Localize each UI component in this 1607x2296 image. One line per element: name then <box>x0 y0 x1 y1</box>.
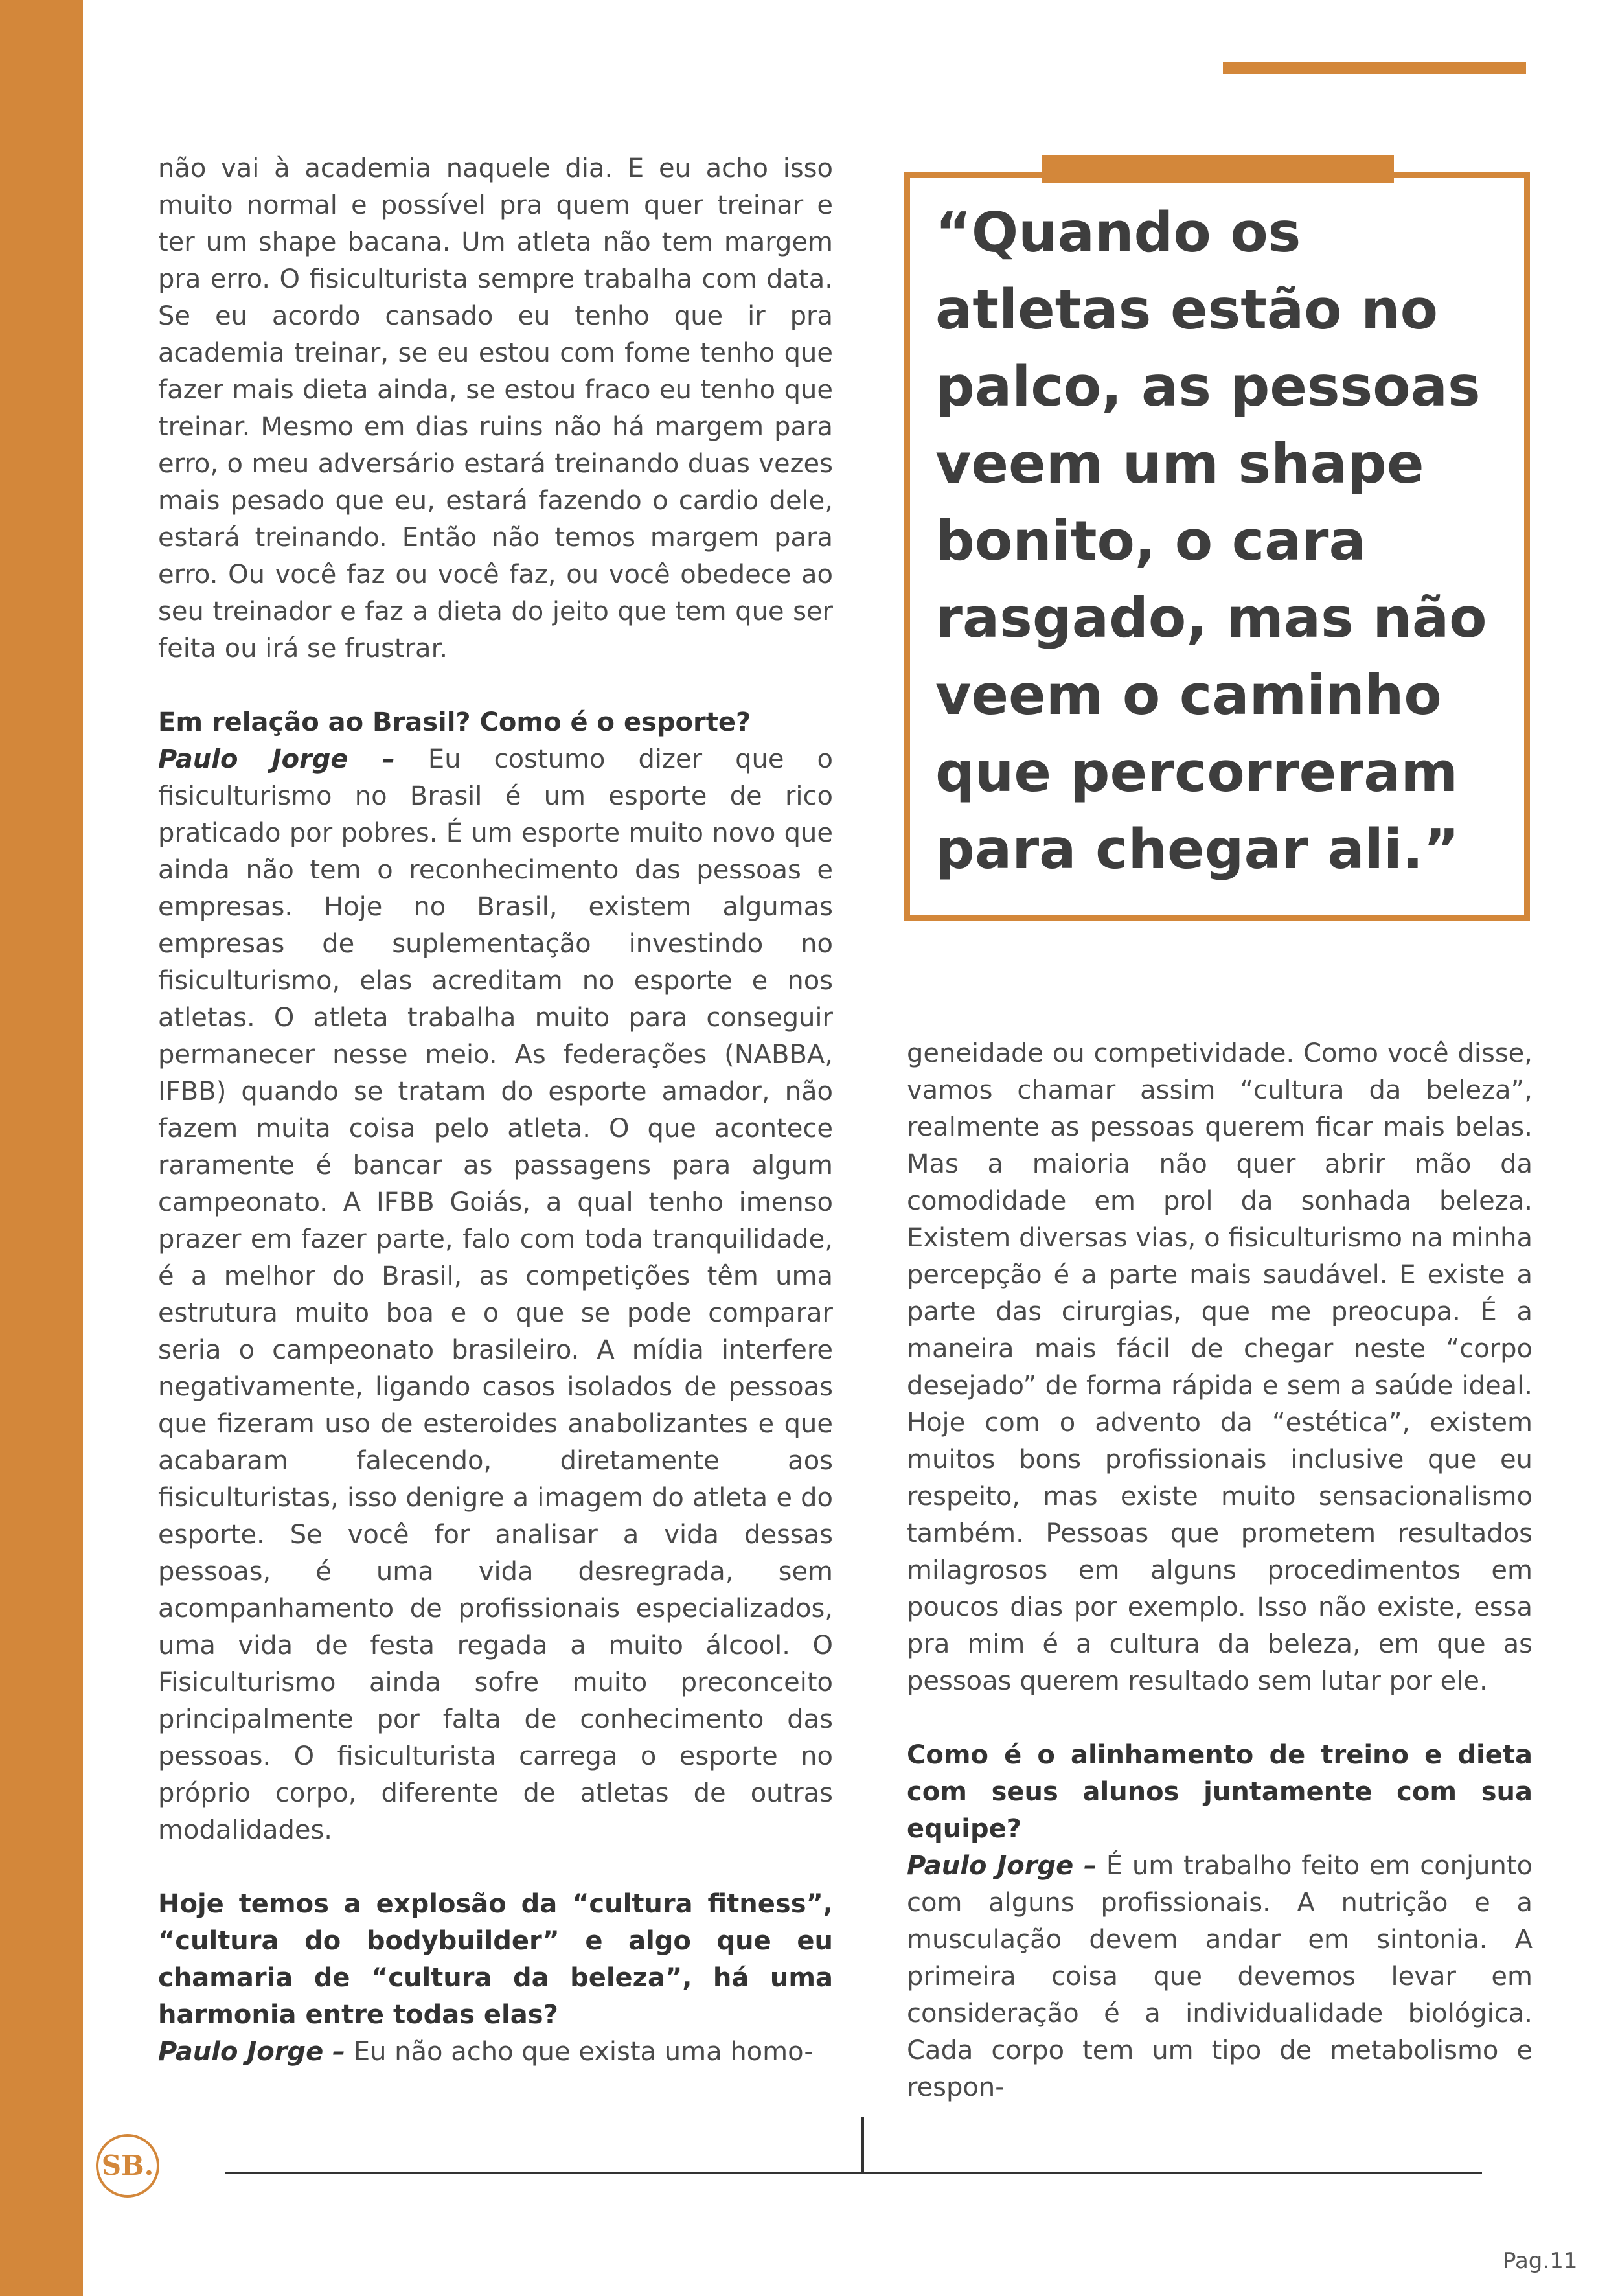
left-column <box>158 150 833 2107</box>
qa-block <box>158 1886 833 2071</box>
pull-quote-tab <box>1042 155 1394 183</box>
top-accent-rule <box>1223 62 1526 74</box>
sb-logo <box>96 2134 159 2198</box>
speaker-name: Paulo Jorge – <box>158 744 395 774</box>
speaker-name: Paulo Jorge – <box>158 2037 346 2067</box>
logo-text: SB. <box>101 2150 154 2181</box>
question: Como é o alinhamento de treino e dieta com seus alunos juntamente com sua equipe? <box>907 1740 1533 1844</box>
qa-block <box>907 1737 1533 2106</box>
footer-rule <box>225 2172 1482 2174</box>
question: Em relação ao Brasil? Como é o esporte? <box>158 707 751 737</box>
speaker-name: Paulo Jorge – <box>907 1851 1097 1881</box>
right-column <box>907 1035 1533 2143</box>
side-accent-bar <box>0 0 83 2296</box>
answer: É um trabalho feito em conjunto com alguns profissionais. A nutrição e a musculação devem andar em sintonia. A primeira coisa que devemos levar em consideração é a individualidade biológica. Cada corpo tem um tipo de metabolismo e respon- <box>907 1851 1533 2102</box>
paragraph: não vai à academia naquele dia. E eu acho isso muito normal e possível pra quem quer treinar e ter um shape bacana. Um atleta não tem margem pra erro. O fisiculturista sempre trabalha com data. Se eu acordo cansado eu tenho que ir pra academia treinar, se eu estou com fome tenho que fazer mais dieta ainda, se estou fraco eu tenho que treinar. Mesmo em dias ruins não há margem para erro, o meu adversário estará treinando duas vezes mais pesado que eu, estará fazendo o cardio dele, estará treinando. Então não temos margem para erro. Ou você faz ou você faz, ou você obedece ao seu treinador e faz a dieta do jeito que tem que ser feita ou irá se frustrar. <box>158 154 833 663</box>
question: Hoje temos a explosão da “cultura fitness”, “cultura do bodybuilder” e algo que eu chamaria de “cultura da beleza”, há uma harmonia entre todas elas? <box>158 1889 833 2030</box>
paragraph: geneidade ou competividade. Como você disse, vamos chamar assim “cultura da beleza”, realmente as pessoas querem ficar mais belas. Mas a maioria não quer abrir mão da comodidade em prol da sonhada beleza. Existem diversas vias, o fisiculturismo na minha percepção é a parte mais saudável. E existe a parte das cirurgias, que me preocupa. É a maneira mais fácil de chegar neste “corpo desejado” de forma rápida e sem a saúde ideal. Hoje com o advento da “estética”, existem muitos bons profissionais inclusive que eu respeito, mas existe muito sensacionalismo também. Pessoas que prometem resultados milagrosos em alguns procedimentos em poucos dias por exemplo. Isso não existe, essa pra mim é a cultura da beleza, em que as pessoas querem resultado sem lutar por ele. <box>907 1039 1533 1696</box>
answer: Eu costumo dizer que o fisiculturismo no Brasil é um esporte de rico praticado por pobres. É um esporte muito novo que ainda não tem o reconhecimento das pessoas e empresas. Hoje no Brasil, existem algumas empresas de suplementação investindo no fisiculturismo, elas acreditam no esporte e nos atletas. O atleta trabalha muito para conseguir permanecer nesse meio. As federações (NABBA, IFBB) quando se tratam do esporte amador, não fazem muita coisa pelo atleta. O que acontece raramente é bancar as passagens para algum campeonato. A IFBB Goiás, a qual tenho imenso prazer em fazer parte, falo com toda tranquilidade, é a melhor do Brasil, as competições têm uma estrutura muito boa e o que se pode comparar seria o campeonato brasileiro. A mídia interfere negativamente, ligando casos isolados de pessoas que fizeram uso de esteroides anabolizantes e que acabaram falecendo, diretamente aos fisiculturistas, isso denigre a imagem do atleta e do esporte. Se você for analisar a vida dessas pessoas, é uma vida desregrada, sem acompanhamento de profissionais especializados, uma vida de festa regada a muito álcool. O Fisiculturismo ainda sofre muito preconceito principalmente por falta de conhecimento das pessoas. O fisiculturista carrega o esporte no próprio corpo, diferente de atletas de outras modalidades. <box>158 744 833 1845</box>
pull-quote: “Quando os atletas estão no palco, as pessoas veem um shape bonito, o cara rasgado, mas não veem o caminho que percorreram para chegar ali.” <box>935 201 1487 882</box>
answer: Eu não acho que exista uma homo- <box>345 2037 814 2067</box>
page-number: Pag.11 <box>1503 2248 1578 2274</box>
qa-block <box>158 704 833 1849</box>
footer-divider-tick <box>861 2117 864 2172</box>
